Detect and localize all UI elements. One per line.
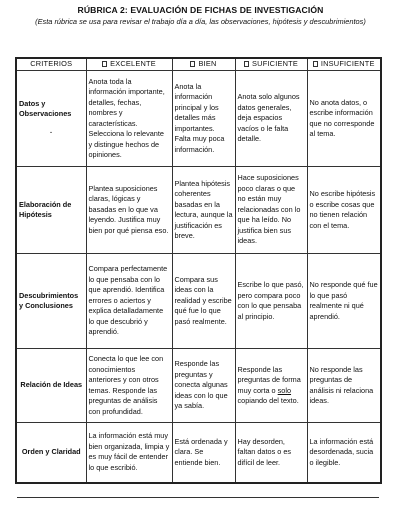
header-excelente: EXCELENTE [86,58,172,71]
bullet-dot: · [50,127,53,137]
criterion-cell: Relación de Ideas [16,349,86,423]
bien-cell: Plantea hipótesis coherentes basadas en la lectura, aunque la justificación es breve. [172,167,235,254]
header-suficiente: SUFICIENTE [235,58,307,71]
excelente-cell: La información está muy bien organizada, limpia y es muy fácil de entender lo que escribió. [86,423,172,483]
table-row [16,349,381,423]
suficiente-cell: Responde las preguntas de forma muy corta o solo copiando del texto. [235,349,307,423]
page-subtitle: (Esta rúbrica se usa para revisar el trabajo día a día, las observaciones, hipótesis y descubrimientos) [35,17,366,26]
checkbox-icon [102,61,107,67]
checkbox-icon [313,61,318,67]
page-title: RÚBRICA 2: EVALUACIÓN DE FICHAS DE INVESTIGACIÓN [77,5,324,15]
suficiente-cell: Escribe lo que pasó, pero compara poco con lo que pensaba al principio. [235,254,307,349]
bien-cell: Anota la información principal y los detalles más importantes. Falta muy poca información. [172,71,235,167]
rubric-table [15,57,382,484]
insuficiente-cell: No responde las preguntas de análisis ni relaciona ideas. [307,349,381,423]
checkbox-icon [190,61,195,67]
suficiente-cell: Hace suposiciones poco claras o que no están muy relacionadas con lo que ha leído. No justifica bien sus ideas. [235,167,307,254]
criterion-cell: Datos y Observaciones · [16,71,86,167]
excelente-cell: Anota toda la información importante, detalles, fechas, nombres y características. Selecciona lo relevante y distingue hechos de opiniones. [86,71,172,167]
criterion-cell: Elaboración de Hipótesis [16,167,86,254]
suficiente-cell: Anota solo algunos datos generales, deja espacios vacíos o le falta detalle. [235,71,307,167]
header-criterios: CRITERIOS [16,58,86,71]
header-bien: BIEN [172,58,235,71]
bien-cell: Está ordenada y clara. Se entiende bien. [172,423,235,483]
excelente-cell: Conecta lo que lee con conocimientos anteriores y con otros temas. Responde las preguntas de análisis con profundidad. [86,349,172,423]
bien-cell: Compara sus ideas con la realidad y escribe qué fue lo que pasó realmente. [172,254,235,349]
header-insuficiente: INSUFICIENTE [307,58,381,71]
criterion-cell: Orden y Claridad [16,423,86,483]
underlined-word: solo [277,385,292,395]
checkbox-icon [244,61,249,67]
header-row [16,58,381,71]
footer-divider [17,497,379,498]
criterion-cell: Descubrimientos y Conclusiones [16,254,86,349]
table-row [16,167,381,254]
table-row [16,71,381,167]
insuficiente-cell: No responde qué fue lo que pasó realmente ni qué aprendió. [307,254,381,349]
insuficiente-cell: La información está desordenada, sucia o ilegible. [307,423,381,483]
excelente-cell: Compara perfectamente lo que pensaba con lo que aprendió. Identifica errores o aciertos y explica detalladamente lo que descubrió y aprendió. [86,254,172,349]
excelente-cell: Plantea suposiciones claras, lógicas y basadas en lo que va leyendo. Justifica muy bien por qué piensa eso. [86,167,172,254]
insuficiente-cell: No escribe hipótesis o escribe cosas que no tienen relación con el tema. [307,167,381,254]
table-row [16,423,381,483]
table-row [16,254,381,349]
insuficiente-cell: No anota datos, o escribe información que no corresponde al tema. [307,71,381,167]
suficiente-cell: Hay desorden, faltan datos o es difícil de leer. [235,423,307,483]
bien-cell: Responde las preguntas y conecta algunas ideas con lo que ya sabía. [172,349,235,423]
